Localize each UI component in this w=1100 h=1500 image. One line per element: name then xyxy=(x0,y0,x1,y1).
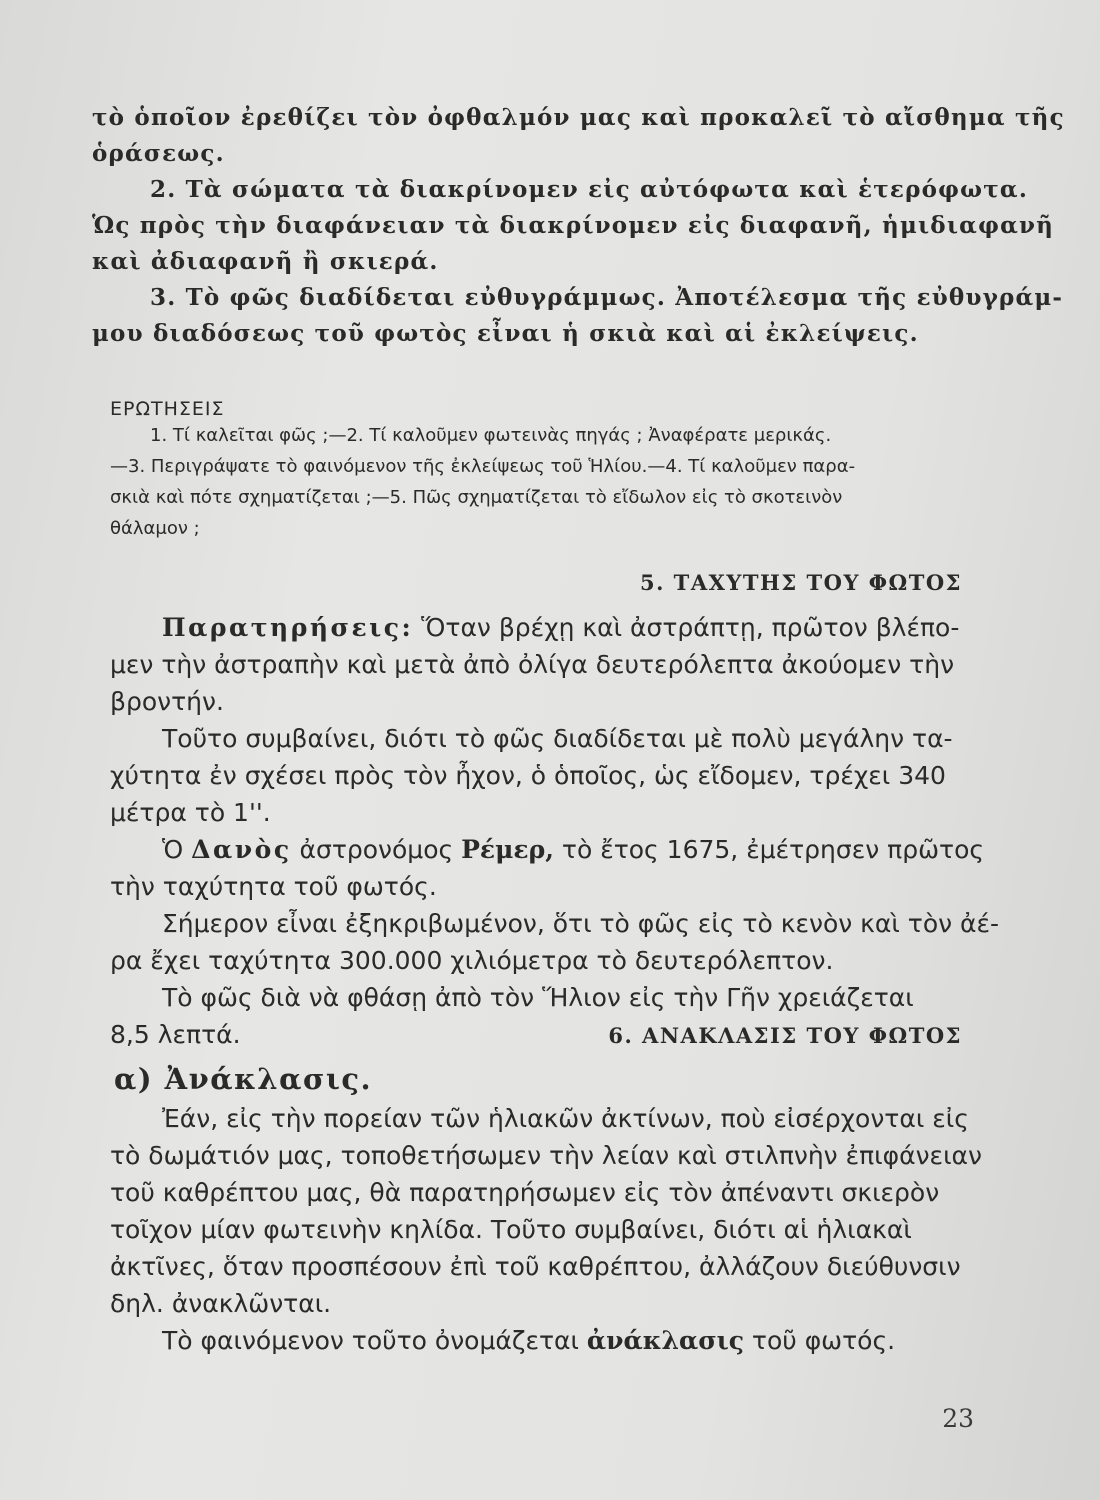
paragraph-line: Σήμερον εἶναι ἐξηκριβωμένον, ὅτι τὸ φῶς εἰς τὸ κενὸν καὶ τὸν ἀέ- xyxy=(162,909,1000,938)
paragraph-line: τοῦ καθρέπτου μας, θὰ παρατηρήσωμεν εἰς τὸν ἀπέναντι σκιερὸν xyxy=(110,1178,940,1207)
paragraph-line: μέτρα τὸ 1''. xyxy=(110,798,271,827)
paragraph-line: δηλ. ἀνακλῶνται. xyxy=(110,1289,332,1318)
roemer-text-b: ἀστρονόμος xyxy=(291,835,462,864)
definition-text-a: Τὸ φαινόμενον τοῦτο ὀνομάζεται xyxy=(162,1326,587,1355)
danish-term: Δανὸς xyxy=(191,835,292,864)
intro-line: ὁράσεως. xyxy=(92,140,225,167)
intro-line: 2. Τὰ σώματα τὰ διακρίνομεν εἰς αὐτόφωτα καὶ ἑτερόφωτα. xyxy=(150,176,1029,203)
roemer-text-a: Ὁ xyxy=(162,835,192,864)
intro-summary xyxy=(92,100,1065,352)
question-line: θάλαμον ; xyxy=(110,518,200,539)
roemer-line xyxy=(92,831,985,868)
question-line: σκιὰ καὶ πότε σχηματίζεται ;—5. Πῶς σχηματίζεται τὸ εἴδωλον εἰς τὸ σκοτεινὸν xyxy=(110,487,843,508)
questions-block xyxy=(110,420,972,544)
page-number: 23 xyxy=(942,1404,974,1433)
paragraph-line: ἀκτῖνες, ὅταν προσπέσουν ἐπὶ τοῦ καθρέπτου, ἀλλάζουν διεύθυνσιν xyxy=(110,1252,961,1281)
paragraph-line: Τοῦτο συμβαίνει, διότι τὸ φῶς διαδίδεται μὲ πολὺ μεγάλην τα- xyxy=(162,724,953,753)
page-content xyxy=(92,100,1065,1359)
paragraph-line: βροντήν. xyxy=(110,687,224,716)
roemer-text-c: τὸ ἔτος 1675, ἐμέτρησεν πρῶτος xyxy=(553,835,985,864)
intro-line: τὸ ὁποῖον ἐρεθίζει τὸν ὀφθαλμόν μας καὶ προκαλεῖ τὸ αἴσθημα τῆς xyxy=(92,104,1065,131)
paragraph-line: τοῖχον μίαν φωτεινὴν κηλίδα. Τοῦτο συμβαίνει, διότι αἱ ἡλιακαὶ xyxy=(110,1215,912,1244)
paragraph-line: χύτητα ἐν σχέσει πρὸς τὸν ἦχον, ὁ ὁποῖος, ὡς εἴδομεν, τρέχει 340 xyxy=(110,761,946,790)
paragraph-line: τὸ δωμάτιόν μας, τοποθετήσωμεν τὴν λείαν καὶ στιλπνὴν ἐπιφάνειαν xyxy=(110,1141,982,1170)
section-6-body xyxy=(92,1100,982,1359)
paragraph-line: Ἐάν, εἰς τὴν πορείαν τῶν ἡλιακῶν ἀκτίνων, ποὺ εἰσέρχονται εἰς xyxy=(162,1104,969,1133)
reflection-definition-line xyxy=(92,1322,972,1359)
paragraph-line: Τὸ φῶς διὰ νὰ φθάσῃ ἀπὸ τὸν Ἥλιον εἰς τὴν Γῆν χρειάζεται xyxy=(162,983,914,1012)
subsection-title: α) Ἀνάκλασις. xyxy=(114,1062,373,1096)
section-5-body xyxy=(92,609,1000,1053)
intro-line: Ὡς πρὸς τὴν διαφάνειαν τὰ διακρίνομεν εἰς διαφανῆ, ἡμιδιαφανῆ xyxy=(92,212,1055,239)
paragraph-line: ρα ἔχει ταχύτητα 300.000 χιλιόμετρα τὸ δευτερόλεπτον. xyxy=(110,946,834,975)
intro-line: 3. Τὸ φῶς διαδίδεται εὐθυγράμμως. Ἀποτέλεσμα τῆς εὐθυγράμ- xyxy=(150,284,1064,311)
section-6-title: 6. ΑΝΑΚΛΑΣΙΣ ΤΟΥ ΦΩΤΟΣ xyxy=(608,1023,962,1048)
observations-text: Ὅταν βρέχῃ καὶ ἀστράπτῃ, πρῶτον βλέπο- xyxy=(413,613,960,642)
paragraph-line: μεν τὴν ἀστραπὴν καὶ μετὰ ἀπὸ ὀλίγα δευτερόλεπτα ἀκούομεν τὴν xyxy=(110,650,955,679)
observations-label: Παρατηρήσεις: xyxy=(162,613,414,642)
intro-line: μου διαδόσεως τοῦ φωτὸς εἶναι ἡ σκιὰ καὶ αἱ ἐκλείψεις. xyxy=(92,320,919,347)
paragraph-line: τὴν ταχύτητα τοῦ φωτός. xyxy=(110,872,437,901)
observations-line xyxy=(92,609,972,646)
intro-line: καὶ ἀδιαφανῆ ἢ σκιερά. xyxy=(92,248,439,275)
question-line: —3. Περιγράψατε τὸ φαινόμενον τῆς ἐκλείψεως τοῦ Ἡλίου.—4. Τί καλοῦμεν παρα- xyxy=(110,456,856,477)
roemer-name: Ρέμερ, xyxy=(461,835,554,864)
section-5-title: 5. ΤΑΧΥΤΗΣ ΤΟΥ ΦΩΤΟΣ xyxy=(639,570,962,595)
reflection-term: ἀνάκλασις xyxy=(586,1326,744,1355)
questions-heading: ΕΡΩΤΗΣΕΙΣ xyxy=(110,398,225,420)
paragraph-line: 8,5 λεπτά. xyxy=(110,1020,241,1049)
question-line: 1. Τί καλεῖται φῶς ;—2. Τί καλοῦμεν φωτεινὰς πηγάς ; Ἀναφέρατε μερικάς. xyxy=(150,425,832,446)
definition-text-b: τοῦ φωτός. xyxy=(743,1326,896,1355)
